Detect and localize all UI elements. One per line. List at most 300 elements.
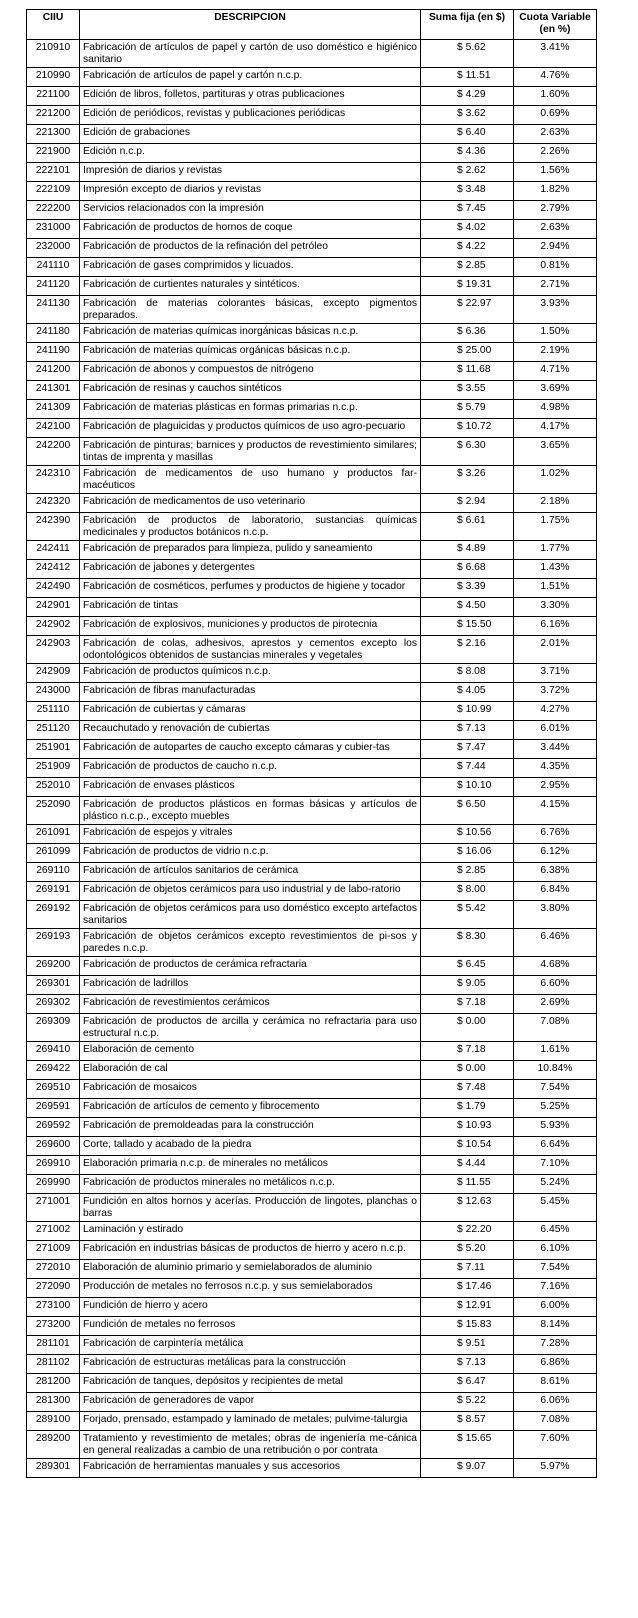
variable-rate-cell: 7.16% [514, 1279, 597, 1298]
description-cell: Fabricación de materias químicas orgánicas básicas n.c.p. [80, 343, 421, 362]
fixed-amount-cell: $ 4.36 [421, 144, 514, 163]
description-cell: Fabricación de ladrillos [80, 976, 421, 995]
ciiu-code-cell: 242412 [27, 560, 80, 579]
ciiu-code-cell: 252090 [27, 797, 80, 825]
description-cell: Fabricación de objetos cerámicos para uso doméstico excepto artefactos sanitarios [80, 901, 421, 929]
table-row [27, 1099, 597, 1118]
description-cell: Fabricación de productos plásticos en formas básicas y artículos de plástico n.c.p., excepto muebles [80, 797, 421, 825]
description-cell: Fabricación de artículos de cemento y fibrocemento [80, 1099, 421, 1118]
description-cell: Fabricación de plaguicidas y productos químicos de uso agro-pecuario [80, 419, 421, 438]
ciiu-code-cell: 281300 [27, 1393, 80, 1412]
ciiu-code-cell: 251110 [27, 702, 80, 721]
description-cell: Elaboración de aluminio primario y semielaborados de aluminio [80, 1260, 421, 1279]
table-row [27, 1374, 597, 1393]
variable-rate-cell: 6.84% [514, 882, 597, 901]
fixed-amount-cell: $ 2.62 [421, 163, 514, 182]
table-row [27, 929, 597, 957]
table-row [27, 1118, 597, 1137]
ciiu-code-cell: 261091 [27, 825, 80, 844]
table-row [27, 1459, 597, 1478]
ciiu-code-cell: 241180 [27, 324, 80, 343]
table-row [27, 721, 597, 740]
description-cell: Recauchutado y renovación de cubiertas [80, 721, 421, 740]
description-cell: Fabricación de carpintería metálica [80, 1336, 421, 1355]
description-cell: Fabricación de materias plásticas en formas primarias n.c.p. [80, 400, 421, 419]
ciiu-code-cell: 269422 [27, 1061, 80, 1080]
ciiu-code-cell: 210910 [27, 40, 80, 68]
ciiu-code-cell: 269990 [27, 1175, 80, 1194]
ciiu-code-cell: 241200 [27, 362, 80, 381]
ciiu-code-cell: 272010 [27, 1260, 80, 1279]
variable-rate-cell: 8.14% [514, 1317, 597, 1336]
fixed-amount-cell: $ 2.85 [421, 863, 514, 882]
variable-rate-cell: 7.08% [514, 1412, 597, 1431]
variable-rate-cell: 4.76% [514, 68, 597, 87]
fixed-amount-cell: $ 8.57 [421, 1412, 514, 1431]
ciiu-code-cell: 272090 [27, 1279, 80, 1298]
ciiu-code-cell: 222200 [27, 201, 80, 220]
table-row [27, 976, 597, 995]
ciiu-code-cell: 242390 [27, 513, 80, 541]
variable-rate-cell: 8.61% [514, 1374, 597, 1393]
variable-rate-cell: 6.12% [514, 844, 597, 863]
fixed-amount-cell: $ 5.42 [421, 901, 514, 929]
fixed-amount-cell: $ 2.85 [421, 258, 514, 277]
fixed-amount-cell: $ 15.65 [421, 1431, 514, 1459]
ciiu-code-cell: 281200 [27, 1374, 80, 1393]
table-row [27, 825, 597, 844]
variable-rate-cell: 0.81% [514, 258, 597, 277]
table-row [27, 1061, 597, 1080]
fixed-amount-cell: $ 4.22 [421, 239, 514, 258]
variable-rate-cell: 2.01% [514, 636, 597, 664]
table-row [27, 438, 597, 466]
fixed-amount-cell: $ 5.20 [421, 1241, 514, 1260]
ciiu-code-cell: 241190 [27, 343, 80, 362]
description-cell: Tratamiento y revestimiento de metales; obras de ingeniería me-cánica en general realizadas a cambio de una retribución o por contrata [80, 1431, 421, 1459]
fixed-amount-cell: $ 3.55 [421, 381, 514, 400]
variable-rate-cell: 7.54% [514, 1080, 597, 1099]
variable-rate-cell: 2.26% [514, 144, 597, 163]
fixed-amount-cell: $ 7.18 [421, 995, 514, 1014]
ciiu-code-cell: 269910 [27, 1156, 80, 1175]
ciiu-code-cell: 241301 [27, 381, 80, 400]
fixed-amount-cell: $ 7.45 [421, 201, 514, 220]
variable-rate-cell: 3.44% [514, 740, 597, 759]
description-cell: Fundición de metales no ferrosos [80, 1317, 421, 1336]
fixed-amount-cell: $ 3.26 [421, 466, 514, 494]
description-cell: Fabricación de gases comprimidos y licuados. [80, 258, 421, 277]
fixed-amount-cell: $ 6.68 [421, 560, 514, 579]
header-descripcion: DESCRIPCION [80, 10, 421, 40]
fixed-amount-cell: $ 10.54 [421, 1137, 514, 1156]
fixed-amount-cell: $ 9.07 [421, 1459, 514, 1478]
table-row [27, 797, 597, 825]
variable-rate-cell: 6.10% [514, 1241, 597, 1260]
ciiu-code-cell: 289100 [27, 1412, 80, 1431]
variable-rate-cell: 10.84% [514, 1061, 597, 1080]
table-row [27, 87, 597, 106]
variable-rate-cell: 4.98% [514, 400, 597, 419]
description-cell: Fabricación de productos químicos n.c.p. [80, 664, 421, 683]
variable-rate-cell: 1.75% [514, 513, 597, 541]
table-row [27, 617, 597, 636]
variable-rate-cell: 6.38% [514, 863, 597, 882]
variable-rate-cell: 1.02% [514, 466, 597, 494]
description-cell: Elaboración primaria n.c.p. de minerales no metálicos [80, 1156, 421, 1175]
fixed-amount-cell: $ 9.51 [421, 1336, 514, 1355]
variable-rate-cell: 2.79% [514, 201, 597, 220]
fixed-amount-cell: $ 10.56 [421, 825, 514, 844]
ciiu-code-cell: 241130 [27, 296, 80, 324]
variable-rate-cell: 7.28% [514, 1336, 597, 1355]
description-cell: Fabricación de resinas y cauchos sintéticos [80, 381, 421, 400]
table-row [27, 901, 597, 929]
ciiu-code-cell: 269591 [27, 1099, 80, 1118]
variable-rate-cell: 2.63% [514, 125, 597, 144]
table-row [27, 466, 597, 494]
variable-rate-cell: 0.69% [514, 106, 597, 125]
description-cell: Fabricación de pinturas; barnices y productos de revestimiento similares; tintas de imprenta y masillas [80, 438, 421, 466]
variable-rate-cell: 1.51% [514, 579, 597, 598]
description-cell: Fabricación de envases plásticos [80, 778, 421, 797]
header-ciiu: CIIU [27, 10, 80, 40]
fixed-amount-cell: $ 7.44 [421, 759, 514, 778]
fixed-amount-cell: $ 6.45 [421, 957, 514, 976]
fixed-amount-cell: $ 4.50 [421, 598, 514, 617]
table-row [27, 419, 597, 438]
variable-rate-cell: 3.72% [514, 683, 597, 702]
variable-rate-cell: 3.80% [514, 901, 597, 929]
ciiu-code-cell: 269309 [27, 1014, 80, 1042]
ciiu-code-cell: 269302 [27, 995, 80, 1014]
fixed-amount-cell: $ 7.18 [421, 1042, 514, 1061]
description-cell: Edición de grabaciones [80, 125, 421, 144]
table-row [27, 40, 597, 68]
table-row [27, 1355, 597, 1374]
fixed-amount-cell: $ 25.00 [421, 343, 514, 362]
ciiu-code-cell: 222109 [27, 182, 80, 201]
description-cell: Fabricación de productos minerales no metálicos n.c.p. [80, 1175, 421, 1194]
variable-rate-cell: 2.18% [514, 494, 597, 513]
fixed-amount-cell: $ 7.13 [421, 1355, 514, 1374]
variable-rate-cell: 1.61% [514, 1042, 597, 1061]
description-cell: Edición n.c.p. [80, 144, 421, 163]
table-row [27, 277, 597, 296]
variable-rate-cell: 4.35% [514, 759, 597, 778]
table-row [27, 343, 597, 362]
variable-rate-cell: 3.41% [514, 40, 597, 68]
fixed-amount-cell: $ 7.47 [421, 740, 514, 759]
ciiu-code-cell: 242320 [27, 494, 80, 513]
table-row [27, 1137, 597, 1156]
fixed-amount-cell: $ 16.06 [421, 844, 514, 863]
fixed-amount-cell: $ 6.47 [421, 1374, 514, 1393]
table-row [27, 1431, 597, 1459]
description-cell: Fabricación en industrias básicas de productos de hierro y acero n.c.p. [80, 1241, 421, 1260]
ciiu-code-cell: 241309 [27, 400, 80, 419]
variable-rate-cell: 6.01% [514, 721, 597, 740]
ciiu-code-cell: 222101 [27, 163, 80, 182]
ciiu-code-cell: 269193 [27, 929, 80, 957]
ciiu-code-cell: 289301 [27, 1459, 80, 1478]
tariff-document [26, 9, 597, 1478]
table-row [27, 125, 597, 144]
table-row [27, 220, 597, 239]
fixed-amount-cell: $ 10.93 [421, 1118, 514, 1137]
fixed-amount-cell: $ 3.62 [421, 106, 514, 125]
table-row [27, 1412, 597, 1431]
ciiu-code-cell: 269200 [27, 957, 80, 976]
variable-rate-cell: 5.45% [514, 1194, 597, 1222]
ciiu-code-cell: 242903 [27, 636, 80, 664]
fixed-amount-cell: $ 8.00 [421, 882, 514, 901]
description-cell: Edición de libros, folletos, partituras y otras publicaciones [80, 87, 421, 106]
description-cell: Fabricación de artículos de papel y cartón n.c.p. [80, 68, 421, 87]
variable-rate-cell: 4.68% [514, 957, 597, 976]
variable-rate-cell: 3.93% [514, 296, 597, 324]
description-cell: Fabricación de productos de caucho n.c.p. [80, 759, 421, 778]
description-cell: Fabricación de estructuras metálicas para la construcción [80, 1355, 421, 1374]
ciiu-code-cell: 269192 [27, 901, 80, 929]
fixed-amount-cell: $ 7.11 [421, 1260, 514, 1279]
description-cell: Elaboración de cal [80, 1061, 421, 1080]
variable-rate-cell: 6.64% [514, 1137, 597, 1156]
fixed-amount-cell: $ 12.63 [421, 1194, 514, 1222]
description-cell: Fabricación de materias colorantes básicas, excepto pigmentos preparados. [80, 296, 421, 324]
table-row [27, 106, 597, 125]
ciiu-rates-table [26, 9, 597, 1478]
description-cell: Fabricación de autopartes de caucho excepto cámaras y cubier-tas [80, 740, 421, 759]
table-row [27, 296, 597, 324]
fixed-amount-cell: $ 5.62 [421, 40, 514, 68]
ciiu-code-cell: 242411 [27, 541, 80, 560]
description-cell: Fabricación de espejos y vitrales [80, 825, 421, 844]
table-row [27, 683, 597, 702]
description-cell: Laminación y estirado [80, 1222, 421, 1241]
description-cell: Fabricación de premoldeadas para la construcción [80, 1118, 421, 1137]
variable-rate-cell: 6.45% [514, 1222, 597, 1241]
table-row [27, 740, 597, 759]
header-cuota-variable: Cuota Variable (en %) [514, 10, 597, 40]
table-row [27, 239, 597, 258]
table-row [27, 182, 597, 201]
description-cell: Fabricación de explosivos, municiones y productos de pirotecnia [80, 617, 421, 636]
fixed-amount-cell: $ 10.99 [421, 702, 514, 721]
fixed-amount-cell: $ 11.55 [421, 1175, 514, 1194]
table-row [27, 664, 597, 683]
ciiu-code-cell: 210990 [27, 68, 80, 87]
variable-rate-cell: 2.69% [514, 995, 597, 1014]
table-row [27, 1241, 597, 1260]
ciiu-code-cell: 269510 [27, 1080, 80, 1099]
ciiu-code-cell: 273100 [27, 1298, 80, 1317]
description-cell: Fabricación de mosaicos [80, 1080, 421, 1099]
description-cell: Fabricación de revestimientos cerámicos [80, 995, 421, 1014]
fixed-amount-cell: $ 3.39 [421, 579, 514, 598]
description-cell: Producción de metales no ferrosos n.c.p. y sus semielaborados [80, 1279, 421, 1298]
ciiu-code-cell: 243000 [27, 683, 80, 702]
variable-rate-cell: 2.63% [514, 220, 597, 239]
ciiu-code-cell: 269592 [27, 1118, 80, 1137]
table-row [27, 494, 597, 513]
ciiu-code-cell: 241120 [27, 277, 80, 296]
ciiu-code-cell: 271001 [27, 1194, 80, 1222]
fixed-amount-cell: $ 4.89 [421, 541, 514, 560]
ciiu-code-cell: 269410 [27, 1042, 80, 1061]
variable-rate-cell: 1.60% [514, 87, 597, 106]
description-cell: Fabricación de productos de la refinación del petróleo [80, 239, 421, 258]
variable-rate-cell: 6.60% [514, 976, 597, 995]
description-cell: Fabricación de productos de arcilla y cerámica no refractaria para uso estructural n.c.p. [80, 1014, 421, 1042]
fixed-amount-cell: $ 6.40 [421, 125, 514, 144]
table-row [27, 579, 597, 598]
table-row [27, 201, 597, 220]
table-row [27, 1317, 597, 1336]
description-cell: Edición de periódicos, revistas y publicaciones periódicas [80, 106, 421, 125]
table-row [27, 1393, 597, 1412]
description-cell: Servicios relacionados con la impresión [80, 201, 421, 220]
fixed-amount-cell: $ 17.46 [421, 1279, 514, 1298]
variable-rate-cell: 6.86% [514, 1355, 597, 1374]
table-row [27, 778, 597, 797]
table-row [27, 1080, 597, 1099]
table-row [27, 863, 597, 882]
fixed-amount-cell: $ 10.72 [421, 419, 514, 438]
description-cell: Forjado, prensado, estampado y laminado de metales; pulvime-talurgia [80, 1412, 421, 1431]
ciiu-code-cell: 269301 [27, 976, 80, 995]
ciiu-code-cell: 242310 [27, 466, 80, 494]
description-cell: Corte, tallado y acabado de la piedra [80, 1137, 421, 1156]
table-row [27, 163, 597, 182]
fixed-amount-cell: $ 22.97 [421, 296, 514, 324]
fixed-amount-cell: $ 8.08 [421, 664, 514, 683]
table-row [27, 144, 597, 163]
table-header-row [27, 10, 597, 40]
fixed-amount-cell: $ 1.79 [421, 1099, 514, 1118]
fixed-amount-cell: $ 7.13 [421, 721, 514, 740]
description-cell: Fabricación de tanques, depósitos y recipientes de metal [80, 1374, 421, 1393]
variable-rate-cell: 1.43% [514, 560, 597, 579]
variable-rate-cell: 5.24% [514, 1175, 597, 1194]
table-row [27, 1014, 597, 1042]
description-cell: Fabricación de productos de laboratorio, sustancias químicas medicinales y productos botánicos n.c.p. [80, 513, 421, 541]
ciiu-code-cell: 242902 [27, 617, 80, 636]
description-cell: Fabricación de tintas [80, 598, 421, 617]
table-row [27, 381, 597, 400]
ciiu-code-cell: 221200 [27, 106, 80, 125]
table-row [27, 882, 597, 901]
description-cell: Fabricación de fibras manufacturadas [80, 683, 421, 702]
fixed-amount-cell: $ 22.20 [421, 1222, 514, 1241]
variable-rate-cell: 6.76% [514, 825, 597, 844]
ciiu-code-cell: 242200 [27, 438, 80, 466]
ciiu-code-cell: 251120 [27, 721, 80, 740]
variable-rate-cell: 5.25% [514, 1099, 597, 1118]
table-row [27, 844, 597, 863]
description-cell: Fabricación de cosméticos, perfumes y productos de higiene y tocador [80, 579, 421, 598]
description-cell: Elaboración de cemento [80, 1042, 421, 1061]
description-cell: Fabricación de generadores de vapor [80, 1393, 421, 1412]
ciiu-code-cell: 251909 [27, 759, 80, 778]
table-row [27, 560, 597, 579]
fixed-amount-cell: $ 6.50 [421, 797, 514, 825]
ciiu-code-cell: 221300 [27, 125, 80, 144]
description-cell: Fundición en altos hornos y acerías. Producción de lingotes, planchas o barras [80, 1194, 421, 1222]
table-row [27, 995, 597, 1014]
table-row [27, 1222, 597, 1241]
ciiu-code-cell: 242901 [27, 598, 80, 617]
table-row [27, 957, 597, 976]
table-row [27, 1194, 597, 1222]
fixed-amount-cell: $ 0.00 [421, 1014, 514, 1042]
fixed-amount-cell: $ 15.83 [421, 1317, 514, 1336]
table-row [27, 1298, 597, 1317]
fixed-amount-cell: $ 5.79 [421, 400, 514, 419]
ciiu-code-cell: 281101 [27, 1336, 80, 1355]
fixed-amount-cell: $ 2.94 [421, 494, 514, 513]
variable-rate-cell: 6.16% [514, 617, 597, 636]
ciiu-code-cell: 271002 [27, 1222, 80, 1241]
fixed-amount-cell: $ 15.50 [421, 617, 514, 636]
ciiu-code-cell: 242490 [27, 579, 80, 598]
ciiu-code-cell: 273200 [27, 1317, 80, 1336]
description-cell: Fabricación de colas, adhesivos, aprestos y cementos excepto los odontológicos obtenidos de sustancias minerales y vegetales [80, 636, 421, 664]
table-row [27, 1042, 597, 1061]
table-row [27, 1279, 597, 1298]
variable-rate-cell: 4.15% [514, 797, 597, 825]
ciiu-code-cell: 251901 [27, 740, 80, 759]
table-row [27, 702, 597, 721]
description-cell: Fabricación de productos de hornos de coque [80, 220, 421, 239]
fixed-amount-cell: $ 12.91 [421, 1298, 514, 1317]
variable-rate-cell: 1.56% [514, 163, 597, 182]
fixed-amount-cell: $ 11.51 [421, 68, 514, 87]
variable-rate-cell: 3.71% [514, 664, 597, 683]
ciiu-code-cell: 289200 [27, 1431, 80, 1459]
variable-rate-cell: 3.65% [514, 438, 597, 466]
fixed-amount-cell: $ 19.31 [421, 277, 514, 296]
ciiu-code-cell: 252010 [27, 778, 80, 797]
table-row [27, 400, 597, 419]
table-row [27, 636, 597, 664]
description-cell: Fundición de hierro y acero [80, 1298, 421, 1317]
fixed-amount-cell: $ 6.36 [421, 324, 514, 343]
description-cell: Fabricación de cubiertas y cámaras [80, 702, 421, 721]
variable-rate-cell: 3.30% [514, 598, 597, 617]
fixed-amount-cell: $ 3.48 [421, 182, 514, 201]
table-row [27, 68, 597, 87]
variable-rate-cell: 6.00% [514, 1298, 597, 1317]
variable-rate-cell: 2.19% [514, 343, 597, 362]
description-cell: Fabricación de objetos cerámicos excepto revestimientos de pi-sos y paredes n.c.p. [80, 929, 421, 957]
ciiu-code-cell: 269600 [27, 1137, 80, 1156]
ciiu-code-cell: 242100 [27, 419, 80, 438]
description-cell: Fabricación de curtientes naturales y sintéticos. [80, 277, 421, 296]
variable-rate-cell: 1.50% [514, 324, 597, 343]
description-cell: Fabricación de artículos sanitarios de cerámica [80, 863, 421, 882]
table-row [27, 362, 597, 381]
fixed-amount-cell: $ 4.05 [421, 683, 514, 702]
description-cell: Fabricación de artículos de papel y cartón de uso doméstico e higiénico sanitario [80, 40, 421, 68]
table-row [27, 598, 597, 617]
table-row [27, 1156, 597, 1175]
fixed-amount-cell: $ 5.22 [421, 1393, 514, 1412]
variable-rate-cell: 2.94% [514, 239, 597, 258]
fixed-amount-cell: $ 6.61 [421, 513, 514, 541]
table-row [27, 324, 597, 343]
variable-rate-cell: 3.69% [514, 381, 597, 400]
